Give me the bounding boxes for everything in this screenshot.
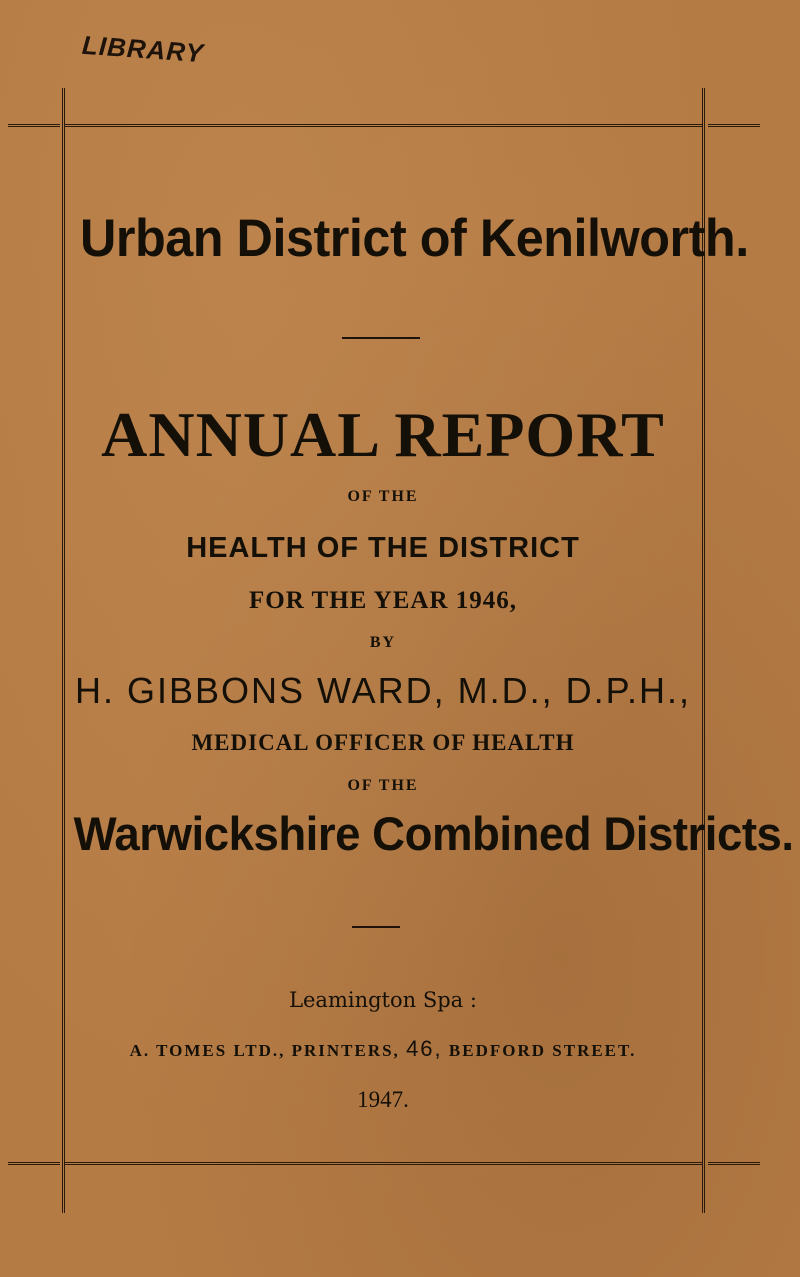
top-border-rule	[64, 124, 702, 127]
printer-street-number: 46,	[406, 1036, 443, 1061]
imprint-printer	[64, 1036, 702, 1062]
printer-name: A. TOMES LTD., PRINTERS,	[129, 1041, 400, 1060]
author-name: H. GIBBONS WARD, M.D., D.P.H.,	[74, 670, 692, 711]
top-right-rule-stub	[708, 124, 760, 127]
bottom-left-rule-stub	[8, 1162, 60, 1165]
printer-street: BEDFORD STREET.	[448, 1041, 637, 1060]
author-role: MEDICAL OFFICER OF HEALTH	[191, 730, 575, 755]
document-title: Urban District of Kenilworth.	[79, 209, 749, 268]
imprint-place: Leamington Spa :	[289, 988, 477, 1012]
report-year: FOR THE YEAR 1946,	[248, 587, 518, 614]
of-the-line-1: OF THE	[347, 488, 419, 505]
bottom-right-rule-stub	[708, 1162, 760, 1165]
of-the-line-2: OF THE	[347, 777, 419, 794]
by-line: BY	[369, 634, 397, 651]
bottom-border-rule	[64, 1162, 702, 1165]
publication-year: 1947.	[357, 1087, 409, 1112]
report-subject: HEALTH OF THE DISTRICT	[186, 532, 580, 564]
imprint-separator	[352, 926, 400, 928]
districts-name: Warwickshire Combined Districts.	[73, 807, 794, 860]
title-separator	[342, 337, 420, 339]
top-left-rule-stub	[8, 124, 60, 127]
report-heading: ANNUAL REPORT	[101, 399, 665, 470]
library-stamp: LIBRARY	[81, 29, 206, 69]
